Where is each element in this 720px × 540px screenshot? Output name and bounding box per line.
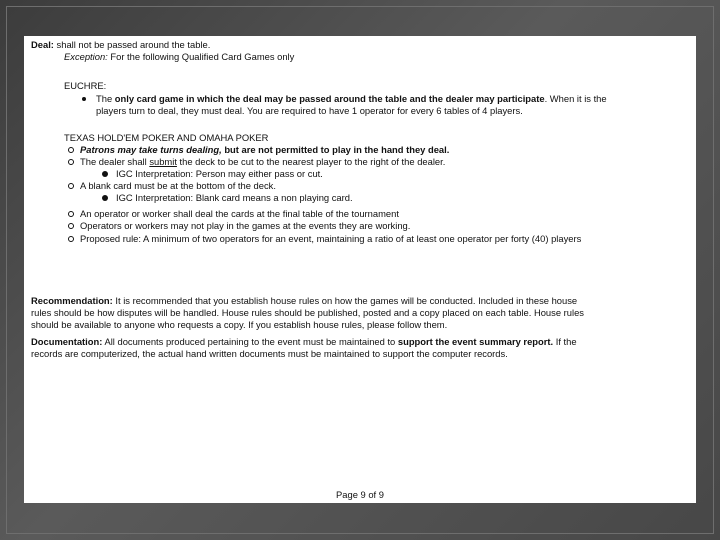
recommendation-text-1: It is recommended that you establish house rules on how the games will be conducted. Included in these house [115, 295, 578, 306]
documentation-line1 [31, 336, 577, 348]
exception-line [64, 51, 294, 63]
euchre-text-post: . When it is the [544, 93, 607, 104]
circle-bullet-icon [68, 183, 74, 189]
euchre-bullet-line2: players turn to deal, they must deal. You are required to have 1 operator for every 6 tables of 4 players. [96, 105, 523, 116]
documentation-label: Documentation: [31, 336, 103, 347]
deal-line [31, 39, 210, 51]
deal-label: Deal: [31, 39, 54, 50]
disc-bullet-icon [102, 195, 108, 201]
deal-text: shall not be passed around the table. [56, 39, 211, 50]
documentation-line2: records are computerized, the actual hand written documents must be maintained to support the computer records. [31, 348, 508, 359]
texas-item-1-italic: Patrons may take turns dealing, [80, 144, 222, 155]
texas-item-4: An operator or worker shall deal the cards at the final table of the tournament [80, 208, 399, 219]
texas-item-2-pre: The dealer shall [80, 156, 150, 167]
texas-heading: TEXAS HOLD'EM POKER AND OMAHA POKER [64, 132, 269, 143]
texas-item-3: A blank card must be at the bottom of the deck. [80, 180, 276, 191]
recommendation-line2: rules should be how disputes will be handled. House rules should be published, posted and a copy placed on each table. House rules [31, 307, 584, 318]
circle-bullet-icon [68, 236, 74, 242]
texas-item-5: Operators or workers may not play in the games at the events they are working. [80, 220, 411, 231]
documentation-text-bold: support the event summary report. [397, 336, 554, 347]
euchre-heading: EUCHRE: [64, 80, 107, 91]
recommendation-label: Recommendation: [31, 295, 113, 306]
exception-label: Exception: [64, 51, 108, 62]
circle-bullet-icon [68, 211, 74, 217]
texas-item-2-post: the deck to be cut to the nearest player to the right of the dealer. [176, 156, 446, 167]
page-number: Page 9 of 9 [336, 489, 384, 500]
euchre-bullet-line1 [96, 93, 607, 105]
circle-bullet-icon [68, 223, 74, 229]
texas-sub-2: IGC Interpretation: Blank card means a non playing card. [116, 192, 353, 203]
texas-item-2 [80, 156, 445, 168]
documentation-text-pre: All documents produced pertaining to the event must be maintained to [104, 336, 398, 347]
recommendation-line3: should be available to anyone who requests a copy. If you establish house rules, please follow them. [31, 319, 448, 330]
texas-item-1 [80, 144, 449, 156]
disc-bullet-icon [102, 171, 108, 177]
texas-item-2-underline: submit [149, 156, 177, 167]
euchre-text-bold: only card game in which the deal may be passed around the table and the dealer may participate [114, 93, 545, 104]
exception-text: For the following Qualified Card Games only [110, 51, 295, 62]
bullet-icon [82, 97, 86, 101]
documentation-text-post: If the [553, 336, 577, 347]
recommendation-line1 [31, 295, 577, 307]
circle-bullet-icon [68, 147, 74, 153]
texas-item-1-bold: but are not permitted to play in the hand they deal. [221, 144, 450, 155]
texas-sub-1: IGC Interpretation: Person may either pass or cut. [116, 168, 323, 179]
texas-item-6: Proposed rule: A minimum of two operators for an event, maintaining a ratio of at least one operator per forty (40) players [80, 233, 582, 244]
euchre-text-pre: The [96, 93, 115, 104]
document-page [24, 36, 696, 503]
circle-bullet-icon [68, 159, 74, 165]
